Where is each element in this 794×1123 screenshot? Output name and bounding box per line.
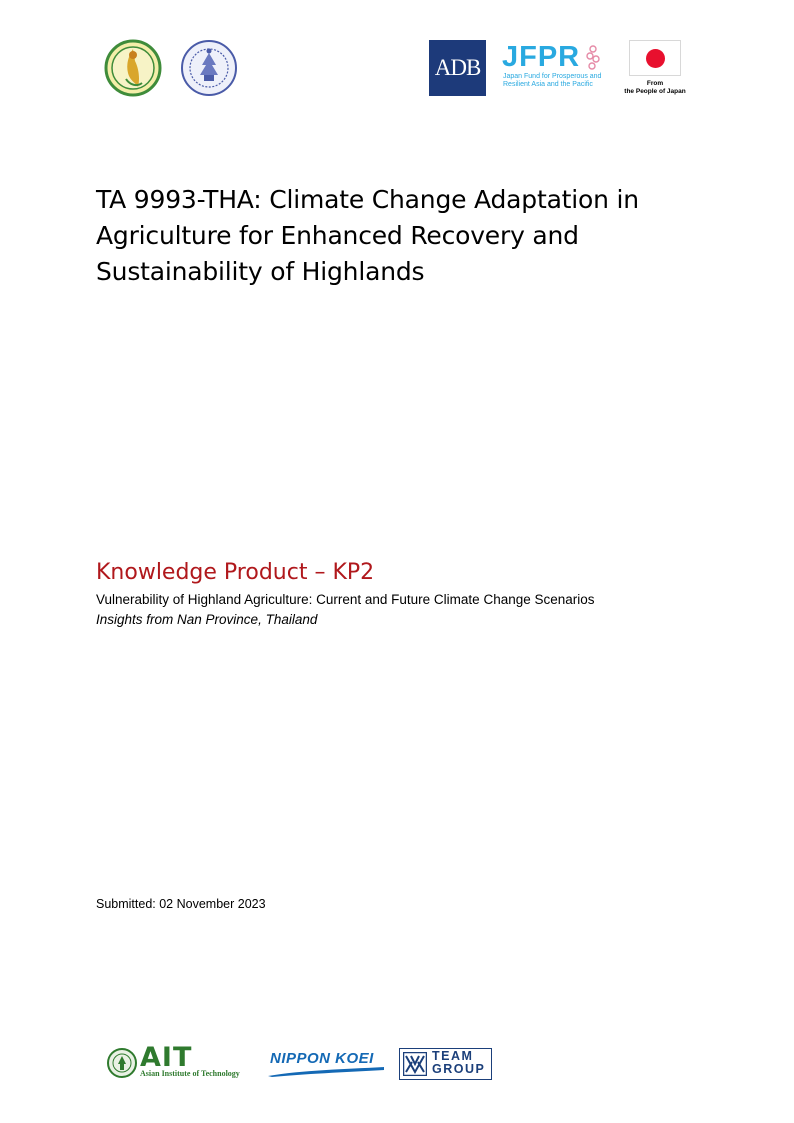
japan-aid-text [622,80,688,95]
ait-logo [107,1042,249,1082]
knowledge-product-insight: Insights from Nan Province, Thailand [96,612,318,627]
knowledge-product-subtitle: Vulnerability of Highland Agriculture: Current and Future Climate Change Scenarios [96,592,595,607]
ait-logo-fullname: Asian Institute of Technology [140,1069,240,1078]
nippon-koei-logo [268,1050,384,1078]
team-group-line2: GROUP [432,1062,486,1076]
jfpr-line2: Resilient Asia and the Pacific [503,81,593,88]
jfpr-logo [502,42,606,96]
japan-aid-logo [622,40,688,98]
japan-flag-icon [629,40,681,76]
document-title: TA 9993-THA: Climate Change Adaptation in Agriculture for Enhanced Recovery and Sustainability of Highlands [96,185,639,286]
ait-seal-icon [107,1048,137,1078]
ministry-seal-icon [104,39,162,97]
royal-project-seal-logo [180,39,238,97]
jfpr-logo-subtitle [503,73,601,89]
team-group-logo [399,1048,492,1080]
knowledge-product-heading: Knowledge Product – KP2 [96,560,375,585]
nippon-koei-swoosh-icon [268,1067,384,1077]
nippon-koei-word: NIPPON KOEI [270,1050,374,1067]
team-group-line1: TEAM [432,1049,474,1063]
submission-date: Submitted: 02 November 2023 [96,897,266,911]
jfpr-logo-word: JFPR [502,41,581,73]
jfpr-flower-icon [586,45,600,71]
ait-logo-word: AIT [140,1042,193,1073]
japan-line1: From [646,80,664,87]
ministry-seal-logo [104,39,162,97]
japan-line2: the People of Japan [624,87,686,95]
adb-logo: ADB [429,40,486,96]
royal-seal-icon [180,39,238,97]
team-group-mark-icon [403,1052,427,1076]
team-group-word [432,1050,485,1076]
jfpr-line1: Japan Fund for Prosperous and [503,73,602,80]
